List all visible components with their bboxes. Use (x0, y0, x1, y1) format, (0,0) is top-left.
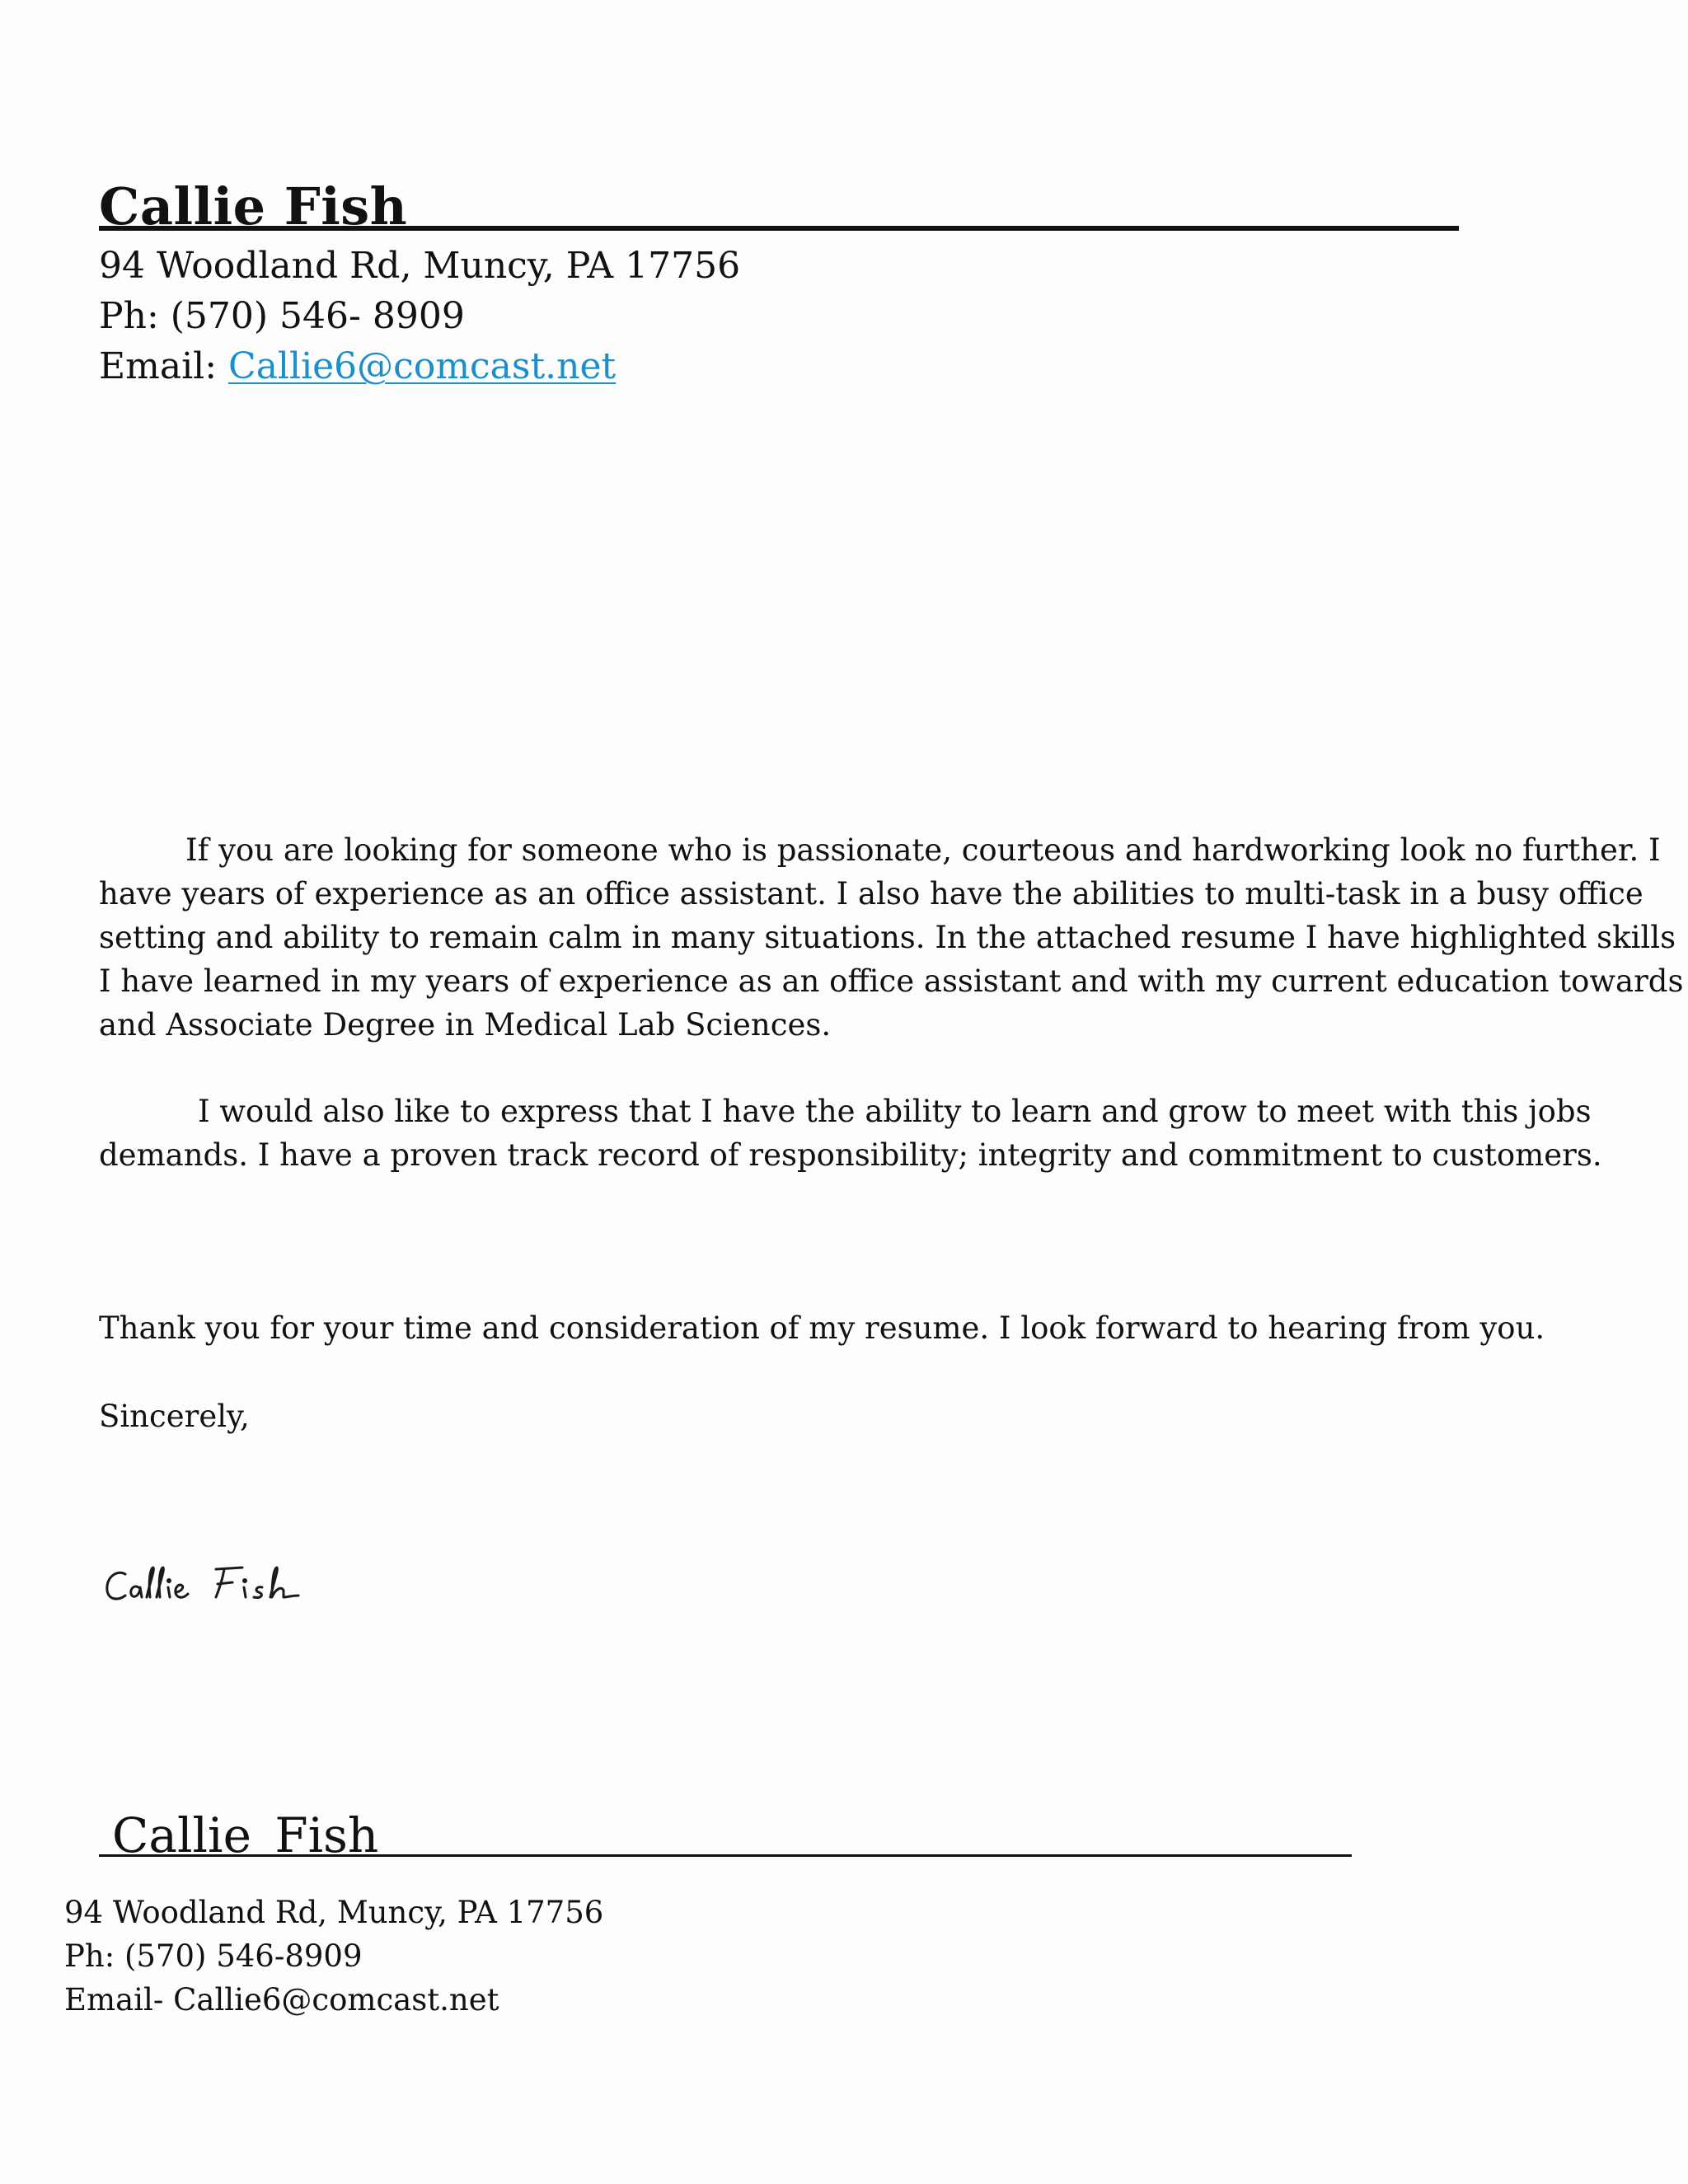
header-email-label: Email: (99, 345, 229, 387)
paragraph-line: have years of experience as an office assistant. I also have the abilities to multi-task in a busy office (99, 876, 1643, 912)
handwritten-signature (101, 1549, 364, 1615)
header-phone: Ph: (570) 546- 8909 (99, 295, 465, 337)
header-name-rule (99, 162, 1459, 237)
header-contact (99, 241, 1467, 391)
paragraph-line: I have learned in my years of experience as an office assistant and with my current education towards (99, 963, 1684, 999)
footer-name: Callie Fish (112, 1807, 379, 1863)
paragraph-line: demands. I have a proven track record of responsibility; integrity and commitment to customers. (99, 1137, 1602, 1173)
footer-name-rule (99, 1805, 1352, 1863)
paragraph-line: If you are looking for someone who is passionate, courteous and hardworking look no further. I (185, 832, 1661, 868)
thanks-line: Thank you for your time and consideration of my resume. I look forward to hearing from you. (99, 1310, 1545, 1346)
header-email-row (99, 341, 1467, 391)
footer-phone: Ph: (570) 546-8909 (64, 1938, 363, 1974)
closing-line: Sincerely, (99, 1399, 250, 1434)
header-email-link[interactable]: Callie6@comcast.net (228, 345, 617, 387)
footer-contact (64, 1891, 603, 2022)
footer-email: Email- Callie6@comcast.net (64, 1982, 499, 2018)
paragraph-line: I would also like to express that I have the ability to learn and grow to meet with this jobs (198, 1094, 1592, 1129)
header-name: Callie Fish (99, 176, 408, 237)
header-address: 94 Woodland Rd, Muncy, PA 17756 (99, 245, 741, 287)
letterhead (99, 162, 1467, 391)
body-paragraph-1 (99, 828, 1684, 1047)
footer-address: 94 Woodland Rd, Muncy, PA 17756 (64, 1895, 604, 1930)
paragraph-line: and Associate Degree in Medical Lab Sciences. (99, 1007, 832, 1043)
body-paragraph-2 (99, 1090, 1602, 1177)
paragraph-line: setting and ability to remain calm in many situations. In the attached resume I have highlighted skills (99, 920, 1676, 955)
